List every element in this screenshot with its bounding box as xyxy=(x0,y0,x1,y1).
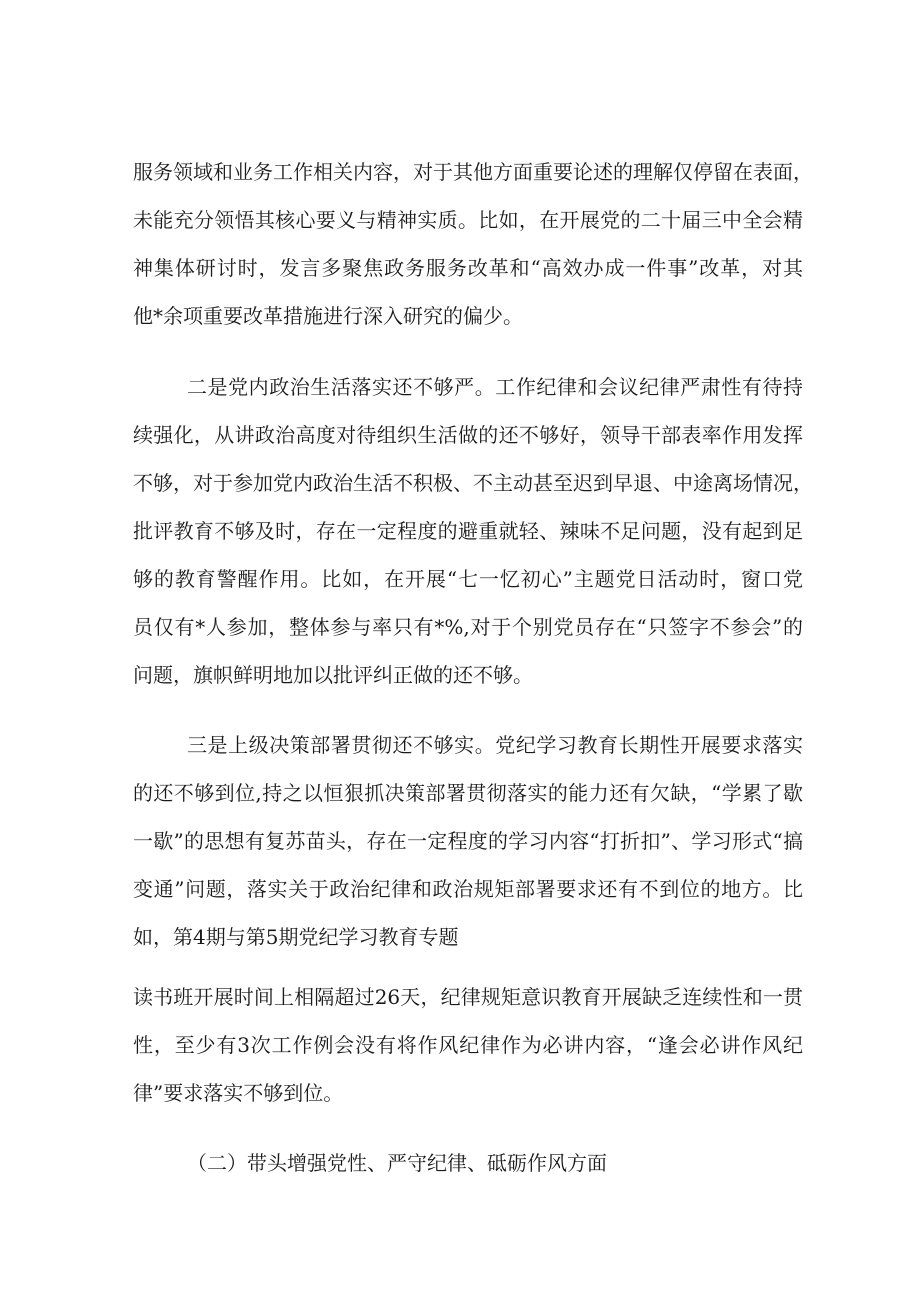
paragraph-2-line-4: 批评教育不够及时，存在一定程度的避重就轻、辣味不足问题，没有起到足 xyxy=(133,519,803,543)
paragraph-4-line-3: 律”要求落实不够到位。 xyxy=(133,1081,344,1105)
paragraph-2-line-3: 不够，对于参加党内政治生活不积极、不主动甚至迟到早退、中途离场情况， xyxy=(133,471,813,495)
paragraph-1-line-3: 神集体研讨时，发言多聚焦政务服务改革和“高效办成一件事”改革，对其 xyxy=(133,256,803,280)
paragraph-2-line-5: 够的教育警醒作用。比如，在开展“七一忆初心”主题党日活动时，窗口党 xyxy=(133,567,803,591)
paragraph-3-line-2: 的还不够到位,持之以恒狠抓决策部署贯彻落实的能力还有欠缺，“学累了歇 xyxy=(133,781,803,805)
paragraph-2-line-6: 员仅有*人参加，整体参与率只有*%,对于个别党员存在“只签字不参会”的 xyxy=(133,615,803,639)
paragraph-3-line-3: 一歇”的思想有复苏苗头，存在一定程度的学习内容“打折扣”、学习形式“搞 xyxy=(133,829,803,853)
paragraph-4-line-1: 读书班开展时间上相隔超过26天，纪律规矩意识教育开展缺乏连续性和一贯 xyxy=(133,985,803,1009)
paragraph-3-line-1: 三是上级决策部署贯彻还不够实。党纪学习教育长期性开展要求落实 xyxy=(187,733,803,757)
paragraph-2-line-7: 问题，旗帜鲜明地加以批评纠正做的还不够。 xyxy=(133,663,533,687)
paragraph-2-line-2: 续强化，从讲政治高度对待组织生活做的还不够好，领导干部表率作用发挥 xyxy=(133,423,803,447)
paragraph-4-line-2: 性，至少有3次工作例会没有将作风纪律作为必讲内容，“逢会必讲作风纪 xyxy=(133,1033,803,1057)
paragraph-3-line-5: 如，第4期与第5期党纪学习教育专题 xyxy=(133,925,459,949)
paragraph-1-line-1: 服务领域和业务工作相关内容，对于其他方面重要论述的理解仅停留在表面， xyxy=(133,160,813,184)
section-heading: （二）带头增强党性、严守纪律、砥砺作风方面 xyxy=(187,1151,607,1175)
paragraph-1-line-2: 未能充分领悟其核心要义与精神实质。比如，在开展党的二十届三中全会精 xyxy=(133,208,803,232)
paragraph-3-line-4: 变通”问题，落实关于政治纪律和政治规矩部署要求还有不到位的地方。比 xyxy=(133,877,803,901)
paragraph-2-line-1: 二是党内政治生活落实还不够严。工作纪律和会议纪律严肃性有待持 xyxy=(187,375,803,399)
paragraph-1-line-4: 他*余项重要改革措施进行深入研究的偏少。 xyxy=(133,304,523,328)
